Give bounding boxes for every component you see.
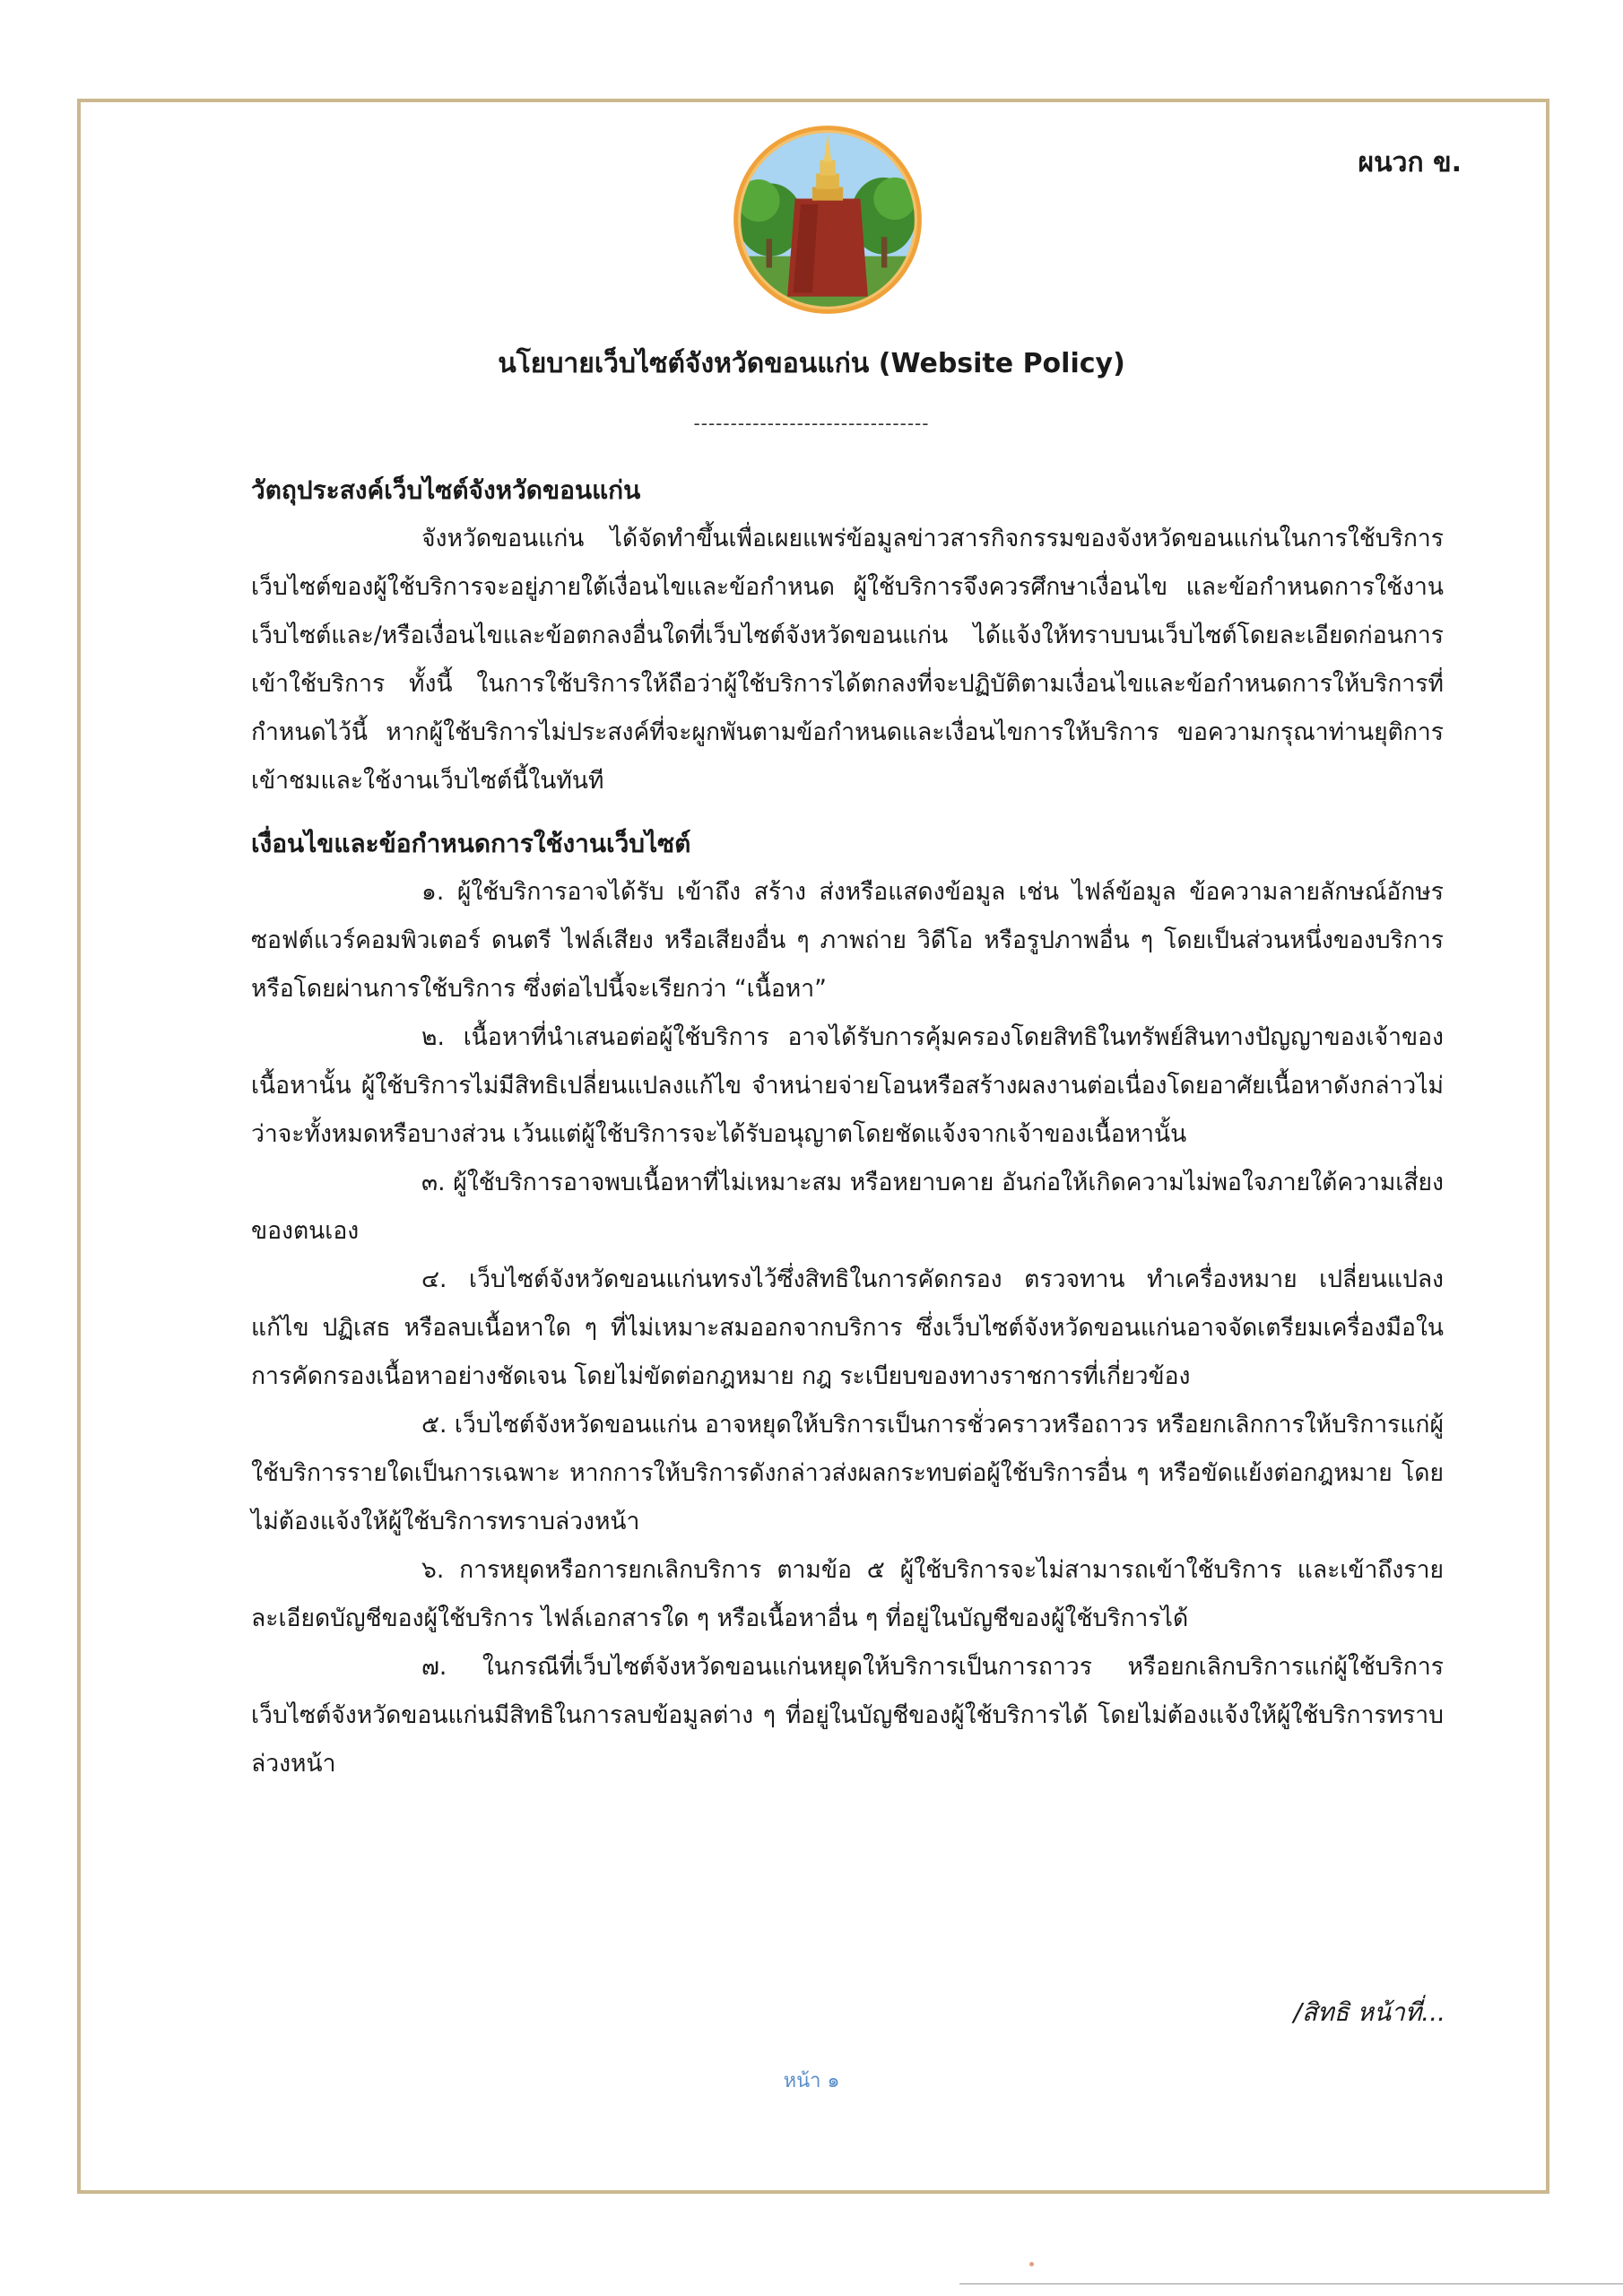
annex-label: ผนวก ข. (1358, 147, 1462, 178)
objective-paragraph: จังหวัดขอนแก่น ได้จัดทำขึ้นเพื่อเผยแพร่ข้อมูลข่าวสารกิจกรรมของจังหวัดขอนแก่นในการใช้บริการเว็บไซต์ของผู้ใช้บริการจะอยู่ภายใต้เงื่อนไขและข้อกำหนด ผู้ใช้บริการจึงควรศึกษาเงื่อนไข และข้อกำหนดการใช้งานเว็บไซต์และ/หรือเงื่อนไขและข้อตกลงอื่นใดที่เว็บไซต์จังหวัดขอนแก่น ได้แจ้งให้ทราบบนเว็บไซต์โดยละเอียดก่อนการเข้าใช้บริการ ทั้งนี้ ในการใช้บริการให้ถือว่าผู้ใช้บริการได้ตกลงที่จะปฏิบัติตามเงื่อนไขและข้อกำหนดการให้บริการที่กำหนดไว้นี้ หากผู้ใช้บริการไม่ประสงค์ที่จะผูกพันตามข้อกำหนดและเงื่อนไขการให้บริการ ขอความกรุณาท่านยุติการเข้าชมและใช้งานเว็บไซต์นี้ในทันที (251, 525, 1444, 795)
continued-marker: /สิทธิ หน้าที่... (1293, 1997, 1445, 2027)
objective-heading: วัตถุประสงค์เว็บไซต์จังหวัดขอนแก่น (251, 475, 641, 505)
bottom-edge-line (959, 2283, 1623, 2284)
terms-item-1: ๑. ผู้ใช้บริการอาจได้รับ เข้าถึง สร้าง ส่งหรือแสดงข้อมูล เช่น ไฟล์ข้อมูล ข้อความลายลักษณ์อักษร ซอฟต์แวร์คอมพิวเตอร์ ดนตรี ไฟล์เสียง หรือเสียงอื่น ๆ ภาพถ่าย วิดีโอ หรือรูปภาพอื่น ๆ โดยเป็นส่วนหนึ่งของบริการหรือโดยผ่านการใช้บริการ ซึ่งต่อไปนี้จะเรียกว่า “เนื้อหา” (251, 878, 1444, 1003)
document-body (251, 466, 1444, 1788)
document-title: นโยบายเว็บไซต์จังหวัดขอนแก่น (Website Policy) (498, 348, 1125, 379)
terms-item-2: ๒. เนื้อหาที่นำเสนอต่อผู้ใช้บริการ อาจได้รับการคุ้มครองโดยสิทธิในทรัพย์สินทางปัญญาของเจ้าของเนื้อหานั้น ผู้ใช้บริการไม่มีสิทธิเปลี่ยนแปลงแก้ไข จำหน่ายจ่ายโอนหรือสร้างผลงานต่อเนื่องโดยอาศัยเนื้อหาดังกล่าวไม่ว่าจะทั้งหมดหรือบางส่วน เว้นแต่ผู้ใช้บริการจะได้รับอนุญาตโดยชัดแจ้งจากเจ้าของเนื้อหานั้น (251, 1023, 1444, 1148)
title-divider: -------------------------------- (693, 413, 930, 434)
khon-kaen-seal-emblem (732, 124, 924, 316)
terms-item-5: ๕. เว็บไซต์จังหวัดขอนแก่น อาจหยุดให้บริการเป็นการชั่วคราวหรือถาวร หรือยกเลิกการให้บริการแก่ผู้ใช้บริการรายใดเป็นการเฉพาะ หากการให้บริการดังกล่าวส่งผลกระทบต่อผู้ใช้บริการอื่น ๆ หรือขัดแย้งต่อกฎหมาย โดยไม่ต้องแจ้งให้ผู้ใช้บริการทราบล่วงหน้า (251, 1411, 1444, 1535)
scan-speck (1029, 2262, 1034, 2266)
terms-item-3: ๓. ผู้ใช้บริการอาจพบเนื้อหาที่ไม่เหมาะสม หรือหยาบคาย อันก่อให้เกิดความไม่พอใจภายใต้ความเสี่ยงของตนเอง (251, 1169, 1444, 1245)
terms-item-4: ๔. เว็บไซต์จังหวัดขอนแก่นทรงไว้ซึ่งสิทธิในการคัดกรอง ตรวจทาน ทำเครื่องหมาย เปลี่ยนแปลงแก้ไข ปฏิเสธ หรือลบเนื้อหาใด ๆ ที่ไม่เหมาะสมออกจากบริการ ซึ่งเว็บไซต์จังหวัดขอนแก่นอาจจัดเตรียมเครื่องมือในการคัดกรองเนื้อหาอย่างชัดเจน โดยไม่ขัดต่อกฎหมาย กฎ ระเบียบของทางราชการที่เกี่ยวข้อง (251, 1265, 1444, 1390)
terms-item-6: ๖. การหยุดหรือการยกเลิกบริการ ตามข้อ ๕ ผู้ใช้บริการจะไม่สามารถเข้าใช้บริการ และเข้าถึงรายละเอียดบัญชีของผู้ใช้บริการ ไฟล์เอกสารใด ๆ หรือเนื้อหาอื่น ๆ ที่อยู่ในบัญชีของผู้ใช้บริการได้ (251, 1556, 1444, 1632)
terms-heading: เงื่อนไขและข้อกำหนดการใช้งานเว็บไซต์ (251, 829, 691, 858)
page-number: หน้า ๑ (783, 2070, 840, 2092)
terms-item-7: ๗. ในกรณีที่เว็บไซต์จังหวัดขอนแก่นหยุดให้บริการเป็นการถาวร หรือยกเลิกบริการแก่ผู้ใช้บริการ เว็บไซต์จังหวัดขอนแก่นมีสิทธิในการลบข้อมูลต่าง ๆ ที่อยู่ในบัญชีของผู้ใช้บริการได้ โดยไม่ต้องแจ้งให้ผู้ใช้บริการทราบล่วงหน้า (251, 1653, 1444, 1778)
